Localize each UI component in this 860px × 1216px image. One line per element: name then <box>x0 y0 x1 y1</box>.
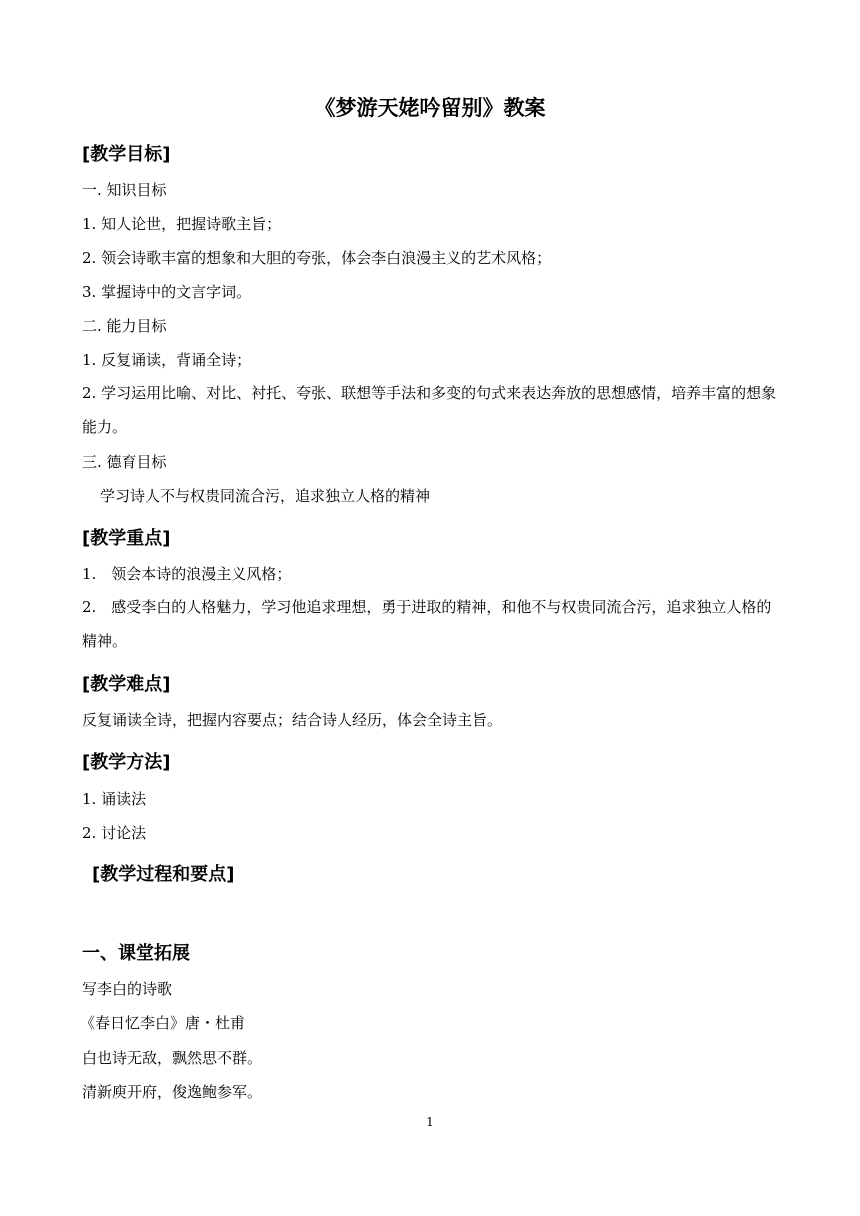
extension-line: 写李白的诗歌 <box>82 980 173 998</box>
heading-teaching-goals: [教学目标] <box>82 144 171 165</box>
extension-line: 《春日忆李白》唐・杜甫 <box>80 1014 246 1032</box>
list-item: 2. 讨论法 <box>82 824 147 842</box>
list-item: 2. 领会诗歌丰富的想象和大胆的夸张，体会李白浪漫主义的艺术风格； <box>82 249 552 267</box>
list-item: 3. 掌握诗中的文言字词。 <box>82 283 252 301</box>
heading-methods: [教学方法] <box>82 752 171 773</box>
list-item: 2. 感受李白的人格魅力，学习他追求理想，勇于进取的精神，和他不与权贵同流合污，追求独立人格的精神。 <box>82 598 772 650</box>
extension-line: 清新庾开府，俊逸鲍参军。 <box>82 1083 263 1101</box>
list-item: 1. 反复诵读，背诵全诗； <box>82 351 252 369</box>
document-title: 《梦游天姥吟留别》教案 <box>314 96 546 120</box>
ability-goals-title: 二. 能力目标 <box>82 317 167 335</box>
extension-line: 白也诗无敌，飘然思不群。 <box>82 1049 263 1067</box>
moral-goals-text: 学习诗人不与权贵同流合污，追求独立人格的精神 <box>100 487 431 505</box>
heading-key-points: [教学重点] <box>82 528 171 549</box>
knowledge-goals-title: 一. 知识目标 <box>82 181 167 199</box>
heading-process: [教学过程和要点] <box>92 864 235 885</box>
moral-goals-title: 三. 德育目标 <box>82 453 167 471</box>
list-item: 1. 诵读法 <box>82 790 147 808</box>
list-item: 2. 学习运用比喻、对比、衬托、夸张、联想等手法和多变的句式来表达奔放的思想感情，培养丰富的想象能力。 <box>82 384 777 436</box>
page-number: 1 <box>426 1115 434 1129</box>
list-item: 1. 领会本诗的浪漫主义风格； <box>82 565 292 583</box>
list-item: 1. 知人论世，把握诗歌主旨； <box>82 215 282 233</box>
heading-extension: 一、课堂拓展 <box>82 943 190 964</box>
heading-difficulties: [教学难点] <box>82 674 171 695</box>
difficulties-text: 反复诵读全诗，把握内容要点；结合诗人经历，体会全诗主旨。 <box>82 711 503 729</box>
